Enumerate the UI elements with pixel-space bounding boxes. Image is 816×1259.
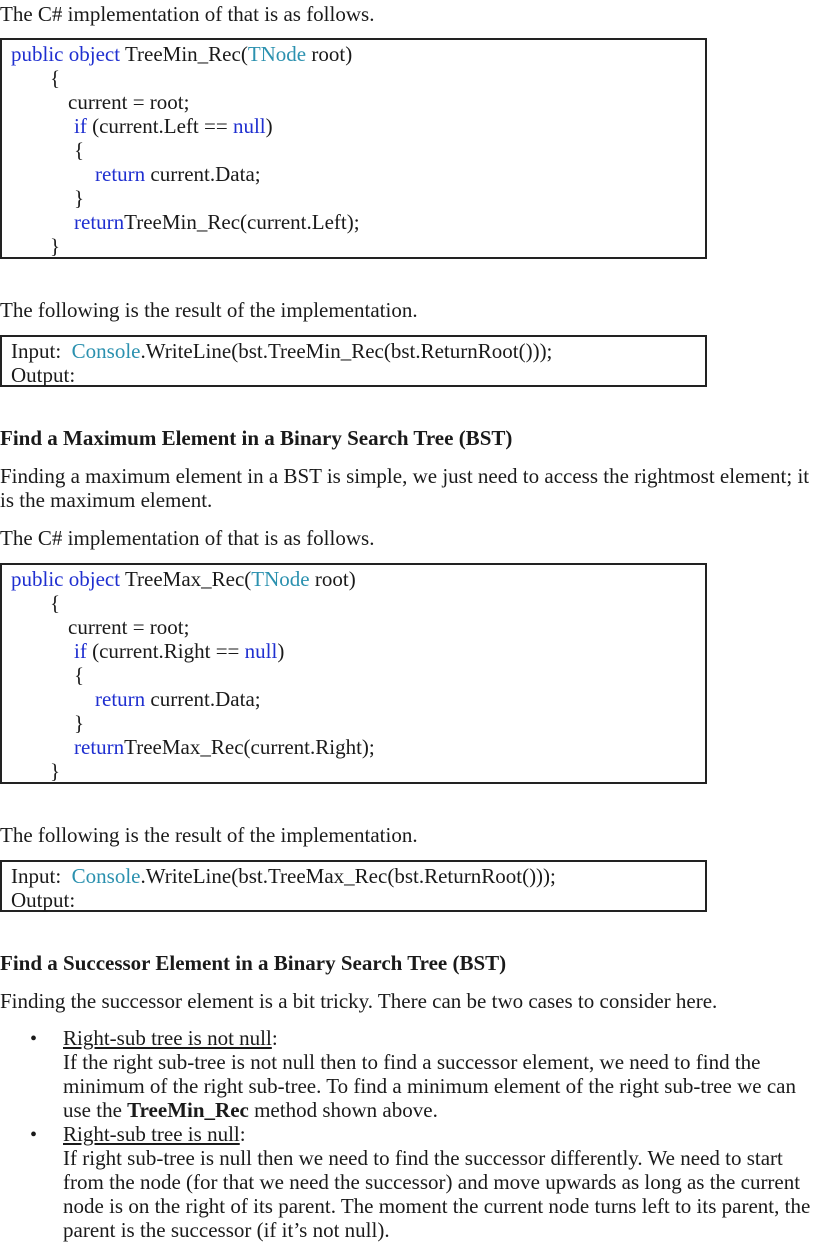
io-input-line: Input: Console.WriteLine(bst.TreeMin_Rec(bst.ReturnRoot())); bbox=[11, 339, 553, 363]
code-block-treemax bbox=[0, 563, 707, 784]
io-output-line: Output: bbox=[11, 888, 76, 912]
code-line-close-brace: } bbox=[50, 759, 61, 783]
heading-successor-element: Find a Successor Element in a Binary Search Tree (BST) bbox=[0, 951, 507, 975]
code-line-close-brace: } bbox=[50, 234, 61, 258]
case1-line-3: use the TreeMin_Rec method shown above. bbox=[63, 1098, 438, 1122]
max-paragraph-line-1: Finding a maximum element in a BST is simple, we just need to access the rightmost element; it bbox=[0, 464, 810, 488]
io-block-treemax bbox=[0, 860, 707, 912]
case2-title: Right-sub tree is null: bbox=[63, 1122, 246, 1146]
case2-line-2: from the node (for that we need the successor) and move upwards as long as the current bbox=[63, 1170, 801, 1194]
code-line-open-brace: { bbox=[50, 591, 61, 615]
case1-line-1: If the right sub-tree is not null then to find a successor element, we need to find the bbox=[63, 1050, 761, 1074]
case1-title: Right-sub tree is not null: bbox=[63, 1026, 278, 1050]
code-line-open-brace: { bbox=[50, 66, 61, 90]
code-line-return-rec: returnTreeMin_Rec(current.Left); bbox=[74, 210, 360, 234]
code-line-assign: current = root; bbox=[68, 90, 190, 114]
case2-line-4: parent is the successor (if it’s not null). bbox=[63, 1218, 390, 1242]
code-line-return-data: return current.Data; bbox=[95, 687, 261, 711]
code-line-signature: public object TreeMin_Rec(TNode root) bbox=[11, 42, 353, 66]
bullet-glyph: • bbox=[30, 1028, 38, 1050]
case1-line-2: minimum of the right sub-tree. To find a minimum element of the right sub-tree we can bbox=[63, 1074, 796, 1098]
result-text-2: The following is the result of the implementation. bbox=[0, 823, 418, 847]
code-line-if-open: { bbox=[74, 138, 85, 162]
code-line-assign: current = root; bbox=[68, 615, 190, 639]
code-line-if: if (current.Left == null) bbox=[74, 114, 273, 138]
max-paragraph-line-2: is the maximum element. bbox=[0, 488, 213, 512]
code-block-treemin bbox=[0, 38, 707, 259]
intro-text-2: The C# implementation of that is as follows. bbox=[0, 526, 375, 550]
case2-line-1: If right sub-tree is null then we need to find the successor differently. We need to start bbox=[63, 1146, 783, 1170]
code-line-return-rec: returnTreeMax_Rec(current.Right); bbox=[74, 735, 375, 759]
intro-text-1: The C# implementation of that is as follows. bbox=[0, 2, 375, 26]
result-text-1: The following is the result of the implementation. bbox=[0, 298, 418, 322]
io-block-treemin bbox=[0, 335, 707, 387]
heading-max-element: Find a Maximum Element in a Binary Search Tree (BST) bbox=[0, 426, 513, 450]
code-line-if-close: } bbox=[74, 186, 85, 210]
code-line-if-close: } bbox=[74, 711, 85, 735]
io-input-line: Input: Console.WriteLine(bst.TreeMax_Rec(bst.ReturnRoot())); bbox=[11, 864, 556, 888]
successor-intro: Finding the successor element is a bit tricky. There can be two cases to consider here. bbox=[0, 989, 718, 1013]
bullet-glyph: • bbox=[30, 1124, 38, 1146]
case2-line-3: node is on the right of its parent. The moment the current node turns left to its parent, the bbox=[63, 1194, 811, 1218]
io-output-line: Output: bbox=[11, 363, 76, 387]
code-line-if: if (current.Right == null) bbox=[74, 639, 285, 663]
code-line-if-open: { bbox=[74, 663, 85, 687]
code-line-return-data: return current.Data; bbox=[95, 162, 261, 186]
code-line-signature: public object TreeMax_Rec(TNode root) bbox=[11, 567, 356, 591]
